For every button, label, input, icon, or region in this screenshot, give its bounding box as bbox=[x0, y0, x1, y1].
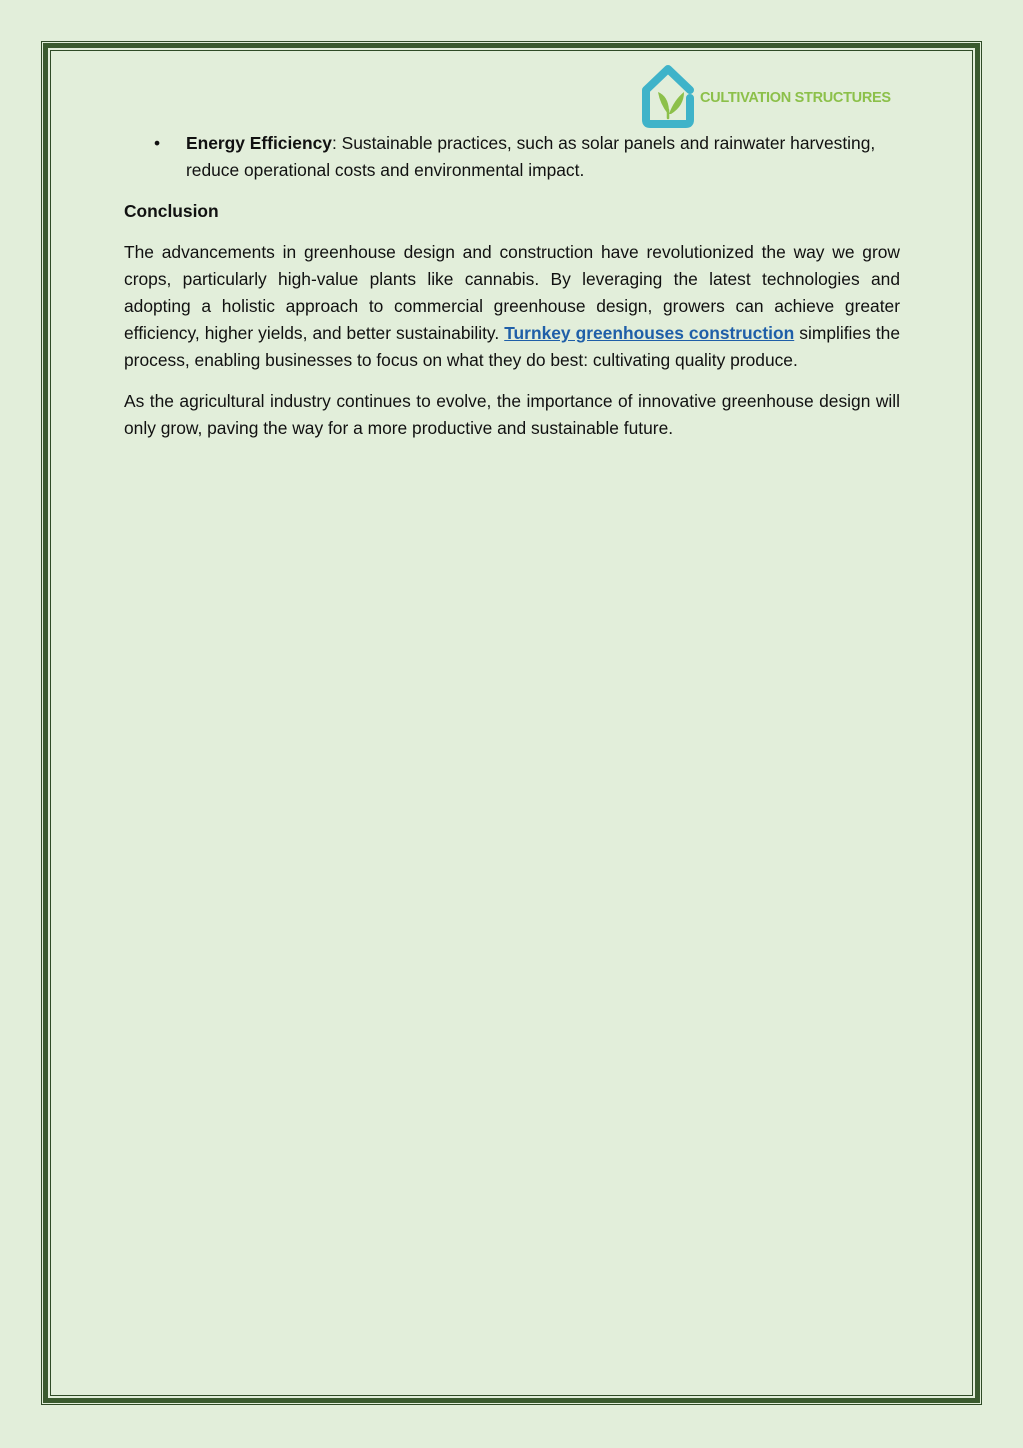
turnkey-greenhouses-link[interactable]: Turnkey greenhouses construction bbox=[504, 323, 795, 343]
cultivation-structures-logo bbox=[638, 62, 898, 130]
list-item bbox=[124, 130, 900, 184]
paragraph-text: simplifies the process, enabling businesses to focus on what they do best: cultivating quality produce. bbox=[124, 323, 901, 370]
logo-wordmark: CULTIVATION STRUCTURES bbox=[700, 90, 891, 106]
bullet-text: : Sustainable practices, such as solar panels and rainwater harvesting, reduce operational costs and environmental impact. bbox=[186, 133, 876, 180]
document-body bbox=[124, 130, 900, 456]
conclusion-paragraph-1 bbox=[124, 239, 900, 374]
bullet-term: Energy Efficiency bbox=[186, 133, 332, 153]
bullet-marker: • bbox=[154, 133, 161, 153]
section-heading: Conclusion bbox=[124, 201, 219, 221]
house-leaf-icon bbox=[638, 62, 702, 130]
conclusion-paragraph-2: As the agricultural industry continues to evolve, the importance of innovative greenhouse design will only grow, paving the way for a more productive and sustainable future. bbox=[124, 391, 900, 438]
paragraph-text: The advancements in greenhouse design and construction have revolutionized the way we grow crops, particularly high-value plants like cannabis. By leveraging the latest technologies and adopting a holistic approach to commercial greenhouse design, growers can achieve greater efficiency, higher yields, and better sustainability. bbox=[124, 242, 900, 343]
